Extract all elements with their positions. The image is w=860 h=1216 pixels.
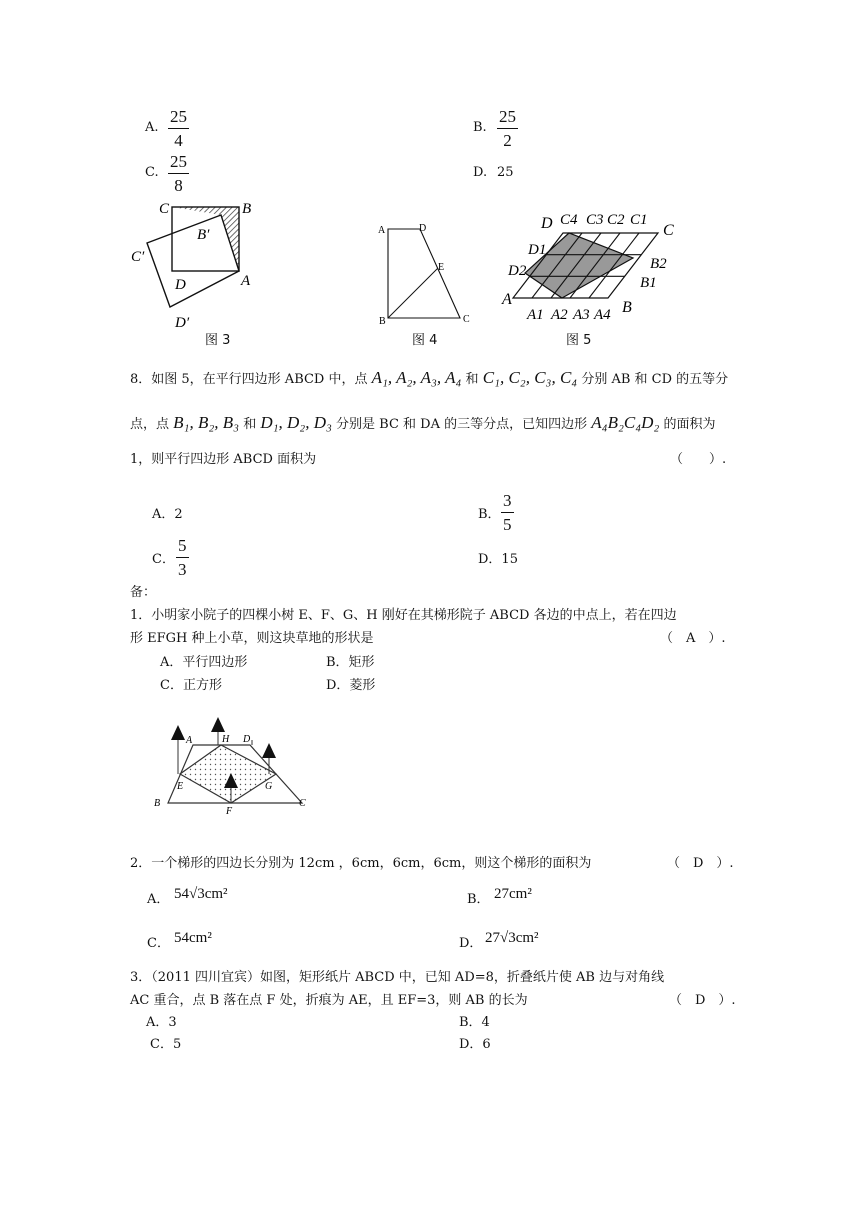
supplement-heading: 备： bbox=[130, 585, 157, 600]
fig5-label-b1: B1 bbox=[640, 275, 657, 291]
q7-option-d-label: D. bbox=[473, 165, 488, 180]
q8-points-a: A₁, A₂, A₃, A₄ bbox=[371, 368, 462, 387]
fig3-label-c: C bbox=[159, 201, 170, 217]
q8-option-b-numerator: 3 bbox=[501, 492, 514, 513]
q8-points-b: B₁, B₂, B₃ bbox=[173, 413, 240, 432]
fig5-label-b2: B2 bbox=[650, 256, 667, 272]
fig4-trapezoid bbox=[388, 229, 460, 318]
q7-option-b-label: B. bbox=[473, 120, 487, 135]
tree-icon-h bbox=[211, 717, 225, 732]
fig5-label-a2: A2 bbox=[551, 307, 568, 323]
q8-line2-text-b: 分别是 BC 和 DA 的三等分点，已知四边形 bbox=[336, 417, 588, 432]
fig5-label-d1: D1 bbox=[528, 242, 547, 258]
garden-label-f: F bbox=[226, 806, 233, 817]
q7-option-c-numerator: 25 bbox=[168, 153, 189, 174]
fig5-label-d2: D2 bbox=[508, 263, 527, 279]
q8-option-b-fraction bbox=[501, 492, 514, 533]
b2-option-a-label: A． bbox=[147, 892, 170, 907]
q7-option-a-fraction bbox=[168, 108, 189, 149]
q8-line-2 bbox=[130, 413, 715, 433]
fig5-caption: 图 5 bbox=[566, 333, 592, 348]
q7-option-c-fraction bbox=[168, 153, 189, 194]
b1-option-d: D．菱形 bbox=[326, 678, 376, 693]
q8-line-1 bbox=[130, 368, 728, 388]
q7-option-d-value: 25 bbox=[497, 165, 514, 180]
fig5-label-b: B bbox=[622, 299, 632, 316]
b1-option-a: A．平行四边形 bbox=[160, 655, 248, 670]
q8-line1-and: 和 bbox=[465, 372, 479, 387]
fig4-label-e: E bbox=[438, 262, 445, 273]
b2-option-a-value: 54√3cm² bbox=[174, 886, 228, 902]
b2-option-b-value: 27cm² bbox=[494, 886, 532, 902]
b3-option-a: A．3 bbox=[146, 1015, 177, 1030]
q7-option-b-fraction bbox=[497, 108, 518, 149]
q8-answer-paren: （ ）. bbox=[670, 452, 727, 467]
fig4-label-a: A bbox=[378, 225, 386, 236]
figure-3 bbox=[125, 195, 265, 345]
q8-points-c: C₁, C₂, C₃, C₄ bbox=[482, 368, 578, 387]
b2-answer: （ D ）. bbox=[667, 856, 734, 871]
fig5-label-a3: A3 bbox=[573, 307, 590, 323]
q8-line1-text-b: 分别 AB 和 CD 的五等分 bbox=[581, 372, 729, 387]
fig5-label-a1: A1 bbox=[527, 307, 544, 323]
tree-icon-e bbox=[171, 725, 185, 740]
b3-line-2: AC 重合，点 B 落在点 F 处，折痕为 AE，且 EF=3，则 AB 的长为 bbox=[130, 993, 528, 1008]
fig4-segment-be bbox=[388, 268, 438, 318]
b3-option-d: D．6 bbox=[459, 1037, 491, 1052]
b1-line-1: 1．小明家小院子的四棵小树 E、F、G、H 刚好在其梯形院子 ABCD 各边的中点上，若在四边 bbox=[130, 608, 677, 623]
q8-option-b-denominator: 5 bbox=[503, 515, 512, 534]
q8-option-c-numerator: 5 bbox=[176, 537, 189, 558]
fig3-label-b: B bbox=[242, 201, 252, 217]
garden-label-a: A bbox=[186, 735, 193, 746]
q7-option-b-denominator: 2 bbox=[503, 131, 512, 150]
fig3-label-cprime: C′ bbox=[131, 249, 145, 265]
b2-option-b-label: B． bbox=[467, 892, 490, 907]
garden-label-h: H bbox=[222, 734, 230, 745]
q8-line-3: 1，则平行四边形 ABCD 面积为 bbox=[130, 452, 317, 467]
figure-4 bbox=[372, 218, 482, 328]
garden-trapezoid-figure bbox=[148, 712, 318, 820]
b3-option-b: B．4 bbox=[459, 1015, 490, 1030]
garden-label-b: B bbox=[154, 798, 161, 809]
fig5-label-c1: C1 bbox=[630, 212, 648, 228]
b2-option-c-label: C． bbox=[147, 936, 170, 951]
b1-option-c: C．正方形 bbox=[160, 678, 222, 693]
fig3-caption: 图 3 bbox=[205, 333, 231, 348]
q8-line2-and: 和 bbox=[243, 417, 257, 432]
q7-option-a-numerator: 25 bbox=[168, 108, 189, 129]
q8-line2-text-c: 的面积为 bbox=[663, 417, 716, 432]
q8-quadrilateral: A₄B₂C₄D₂ bbox=[591, 413, 660, 432]
fig3-label-bprime: B′ bbox=[197, 227, 210, 243]
q8-option-b-label: B． bbox=[478, 507, 501, 522]
fig4-caption: 图 4 bbox=[412, 333, 438, 348]
b3-line-1: 3．（2011 四川宜宾）如图，矩形纸片 ABCD 中，已知 AD=8，折叠纸片使 AB 边与对角线 bbox=[130, 970, 665, 985]
garden-label-e: E bbox=[177, 781, 184, 792]
fig5-label-c4: C4 bbox=[560, 212, 578, 228]
q8-option-a: A．2 bbox=[152, 507, 183, 522]
fig5-label-a: A bbox=[502, 291, 512, 308]
b1-option-b: B．矩形 bbox=[326, 655, 375, 670]
fig4-label-c: C bbox=[463, 314, 470, 325]
garden-label-c: C bbox=[299, 798, 306, 809]
q8-points-d: D₁, D₂, D₃ bbox=[260, 413, 332, 432]
q8-option-c-denominator: 3 bbox=[178, 560, 187, 579]
fig4-label-d: D bbox=[419, 223, 427, 234]
b2-stem: 2．一个梯形的四边长分别为 12cm ，6cm，6cm，6cm，则这个梯形的面积为 bbox=[130, 856, 592, 871]
q7-option-b-numerator: 25 bbox=[497, 108, 518, 129]
b2-option-d-value: 27√3cm² bbox=[485, 930, 539, 946]
b1-line-2: 形 EFGH 种上小草，则这块草地的形状是 bbox=[130, 631, 374, 646]
q8-line1-text-a: 8．如图 5，在平行四边形 ABCD 中，点 bbox=[130, 372, 368, 387]
figure-5 bbox=[498, 205, 698, 330]
q7-option-c-label: C. bbox=[145, 165, 159, 180]
fig4-label-b: B bbox=[379, 316, 386, 327]
garden-label-g: G bbox=[265, 781, 273, 792]
b2-option-c-value: 54cm² bbox=[174, 930, 212, 946]
fig3-label-d: D bbox=[175, 277, 186, 293]
fig5-label-d: D bbox=[541, 215, 553, 232]
fig3-label-dprime: D′ bbox=[175, 315, 190, 331]
q7-option-c-denominator: 8 bbox=[174, 176, 183, 195]
q7-option-a-denominator: 4 bbox=[174, 131, 183, 150]
q8-option-d: D．15 bbox=[478, 552, 518, 567]
b2-option-d-label: D． bbox=[459, 936, 483, 951]
b3-answer: （ D ）. bbox=[669, 993, 736, 1008]
b1-answer: （ A ）. bbox=[660, 631, 726, 646]
q8-option-c-fraction bbox=[176, 537, 189, 578]
fig5-label-c2: C2 bbox=[607, 212, 625, 228]
fig5-label-c: C bbox=[663, 222, 674, 239]
garden-grass-rhombus bbox=[180, 745, 276, 803]
tree-icon-g bbox=[262, 743, 276, 758]
fig5-label-c3: C3 bbox=[586, 212, 604, 228]
q7-option-a-label: A. bbox=[145, 120, 159, 135]
fig3-rotated-square bbox=[147, 215, 239, 307]
b3-option-c: C．5 bbox=[150, 1037, 182, 1052]
q8-option-c-label: C． bbox=[152, 552, 175, 567]
fig3-label-a: A bbox=[241, 273, 251, 289]
q8-line2-text-a: 点，点 bbox=[130, 417, 170, 432]
fig5-label-a4: A4 bbox=[594, 307, 611, 323]
garden-label-d: D bbox=[243, 734, 251, 745]
